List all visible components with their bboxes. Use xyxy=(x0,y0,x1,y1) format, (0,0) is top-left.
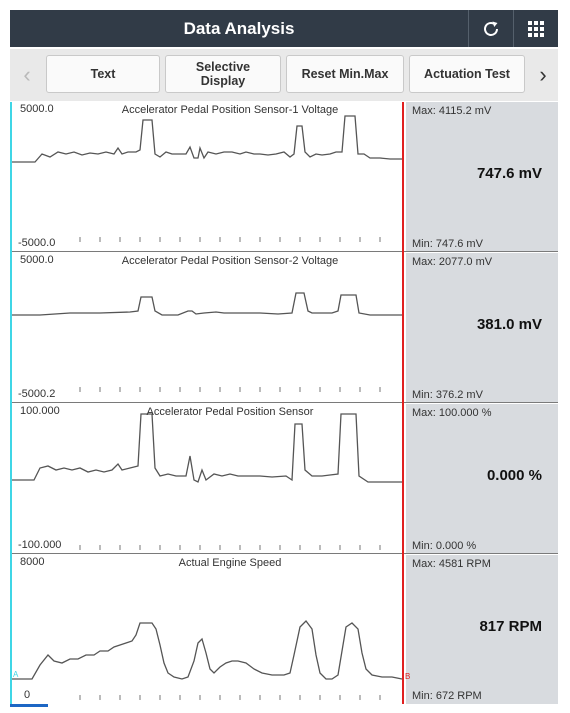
current-value: 747.6 mV xyxy=(476,165,542,182)
cursor-b-line[interactable] xyxy=(402,102,404,704)
panel-divider xyxy=(10,553,558,554)
bottom-indicator xyxy=(10,704,48,707)
actuation-test-button[interactable]: Actuation Test xyxy=(409,55,525,93)
y-axis-max-label: 5000.0 xyxy=(20,254,54,266)
min-value: Min: 376.2 mV xyxy=(412,389,483,401)
y-axis-max-label: 8000 xyxy=(20,556,45,568)
panel-title: Actual Engine Speed xyxy=(178,557,282,569)
refresh-icon xyxy=(480,18,502,40)
chevron-right-icon: › xyxy=(539,62,547,87)
graph-area[interactable] xyxy=(10,253,404,403)
panel-pedal-position xyxy=(10,404,558,554)
refresh-button[interactable] xyxy=(468,10,513,47)
min-value: Min: 747.6 mV xyxy=(412,238,483,250)
panel-divider xyxy=(10,251,558,252)
graph-area[interactable] xyxy=(10,404,404,554)
reset-min-max-button[interactable]: Reset Min.Max xyxy=(286,55,404,93)
page-title: Data Analysis xyxy=(183,19,295,38)
value-info xyxy=(406,253,558,403)
y-axis-min-label: -5000.2 xyxy=(18,388,56,400)
grid-menu-button[interactable] xyxy=(513,10,558,47)
current-value: 381.0 mV xyxy=(476,316,542,333)
max-value: Max: 100.000 % xyxy=(412,407,492,419)
panel-sensor-1 xyxy=(10,102,558,252)
current-value: 817 RPM xyxy=(479,618,542,635)
y-axis-max-label: 5000.0 xyxy=(20,103,54,115)
min-value: Min: 672 RPM xyxy=(412,690,482,702)
panel-title: Accelerator Pedal Position Sensor xyxy=(146,406,314,418)
cursor-a-line[interactable] xyxy=(10,102,12,704)
trace-line-engine-speed xyxy=(10,555,404,704)
toolbar xyxy=(10,49,558,101)
value-info xyxy=(406,555,558,704)
panel-sensor-2 xyxy=(10,253,558,403)
text-button[interactable]: Text xyxy=(46,55,160,93)
current-value: 0.000 % xyxy=(486,467,542,484)
y-axis-min-label: 0 xyxy=(24,689,31,701)
scroll-left-button[interactable] xyxy=(12,49,42,101)
graph-panels xyxy=(10,102,558,704)
max-value: Max: 4115.2 mV xyxy=(412,105,492,117)
max-value: Max: 2077.0 mV xyxy=(412,256,493,268)
graph-area[interactable] xyxy=(10,102,404,252)
panel-engine-speed xyxy=(10,555,558,704)
trace-line-sensor-1 xyxy=(10,102,404,252)
chevron-left-icon: ‹ xyxy=(23,62,31,87)
panel-title: Accelerator Pedal Position Sensor-2 Voltage xyxy=(121,255,339,267)
panel-title: Accelerator Pedal Position Sensor-1 Voltage xyxy=(121,104,339,116)
cursor-a-marker: A xyxy=(13,670,19,679)
y-axis-min-label: -100.000 xyxy=(18,539,62,551)
value-info xyxy=(406,102,558,252)
value-info xyxy=(406,404,558,554)
cursor-b-marker: B xyxy=(405,672,411,681)
max-value: Max: 4581 RPM xyxy=(412,558,491,570)
min-value: Min: 0.000 % xyxy=(412,540,477,552)
trace-line-pedal-position xyxy=(10,404,404,554)
y-axis-max-label: 100.000 xyxy=(20,405,60,417)
scroll-right-button[interactable] xyxy=(528,49,558,101)
trace-line-sensor-2 xyxy=(10,253,404,403)
panel-divider xyxy=(10,402,558,403)
selective-display-button[interactable]: Selective Display xyxy=(165,55,281,93)
title-bar xyxy=(10,10,558,47)
grid-icon xyxy=(527,20,545,38)
y-axis-min-label: -5000.0 xyxy=(18,237,56,249)
graph-area[interactable] xyxy=(10,555,404,704)
